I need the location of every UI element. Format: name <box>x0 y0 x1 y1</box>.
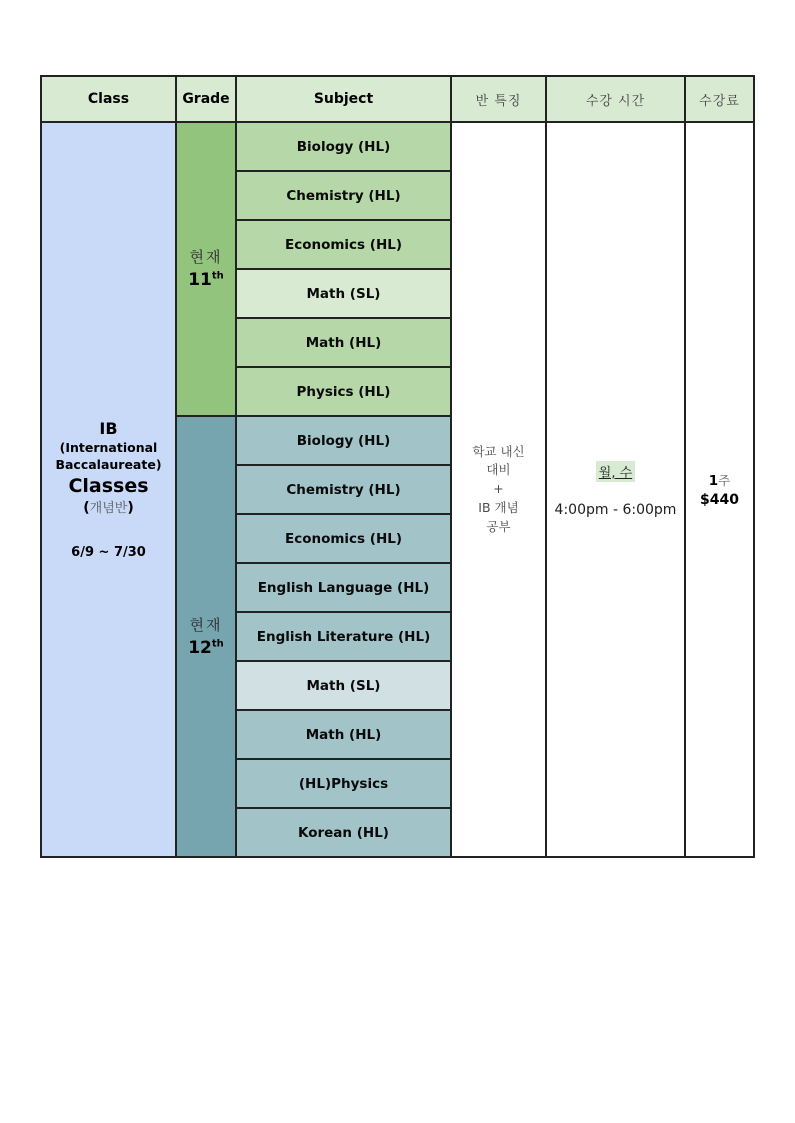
header-grade: Grade <box>176 76 236 122</box>
subject-cell: Korean (HL) <box>236 808 451 857</box>
class-features-cell <box>451 122 546 857</box>
grade-12-number: 12th <box>188 637 224 658</box>
subject-cell: Chemistry (HL) <box>236 465 451 514</box>
grade-12-cell <box>176 416 236 857</box>
class-time-cell <box>546 122 685 857</box>
subject-cell: Economics (HL) <box>236 220 451 269</box>
grade-11-current-label: 현재 <box>189 248 223 267</box>
class-dates: 6/9 ~ 7/30 <box>71 544 146 560</box>
subject-cell: Math (HL) <box>236 318 451 367</box>
subject-cell: English Language (HL) <box>236 563 451 612</box>
features-text: 학교 내신 대비 + IB 개념 공부 <box>472 443 525 534</box>
subject-cell: Biology (HL) <box>236 122 451 171</box>
class-days: 월, 수 <box>596 461 635 482</box>
subject-cell: Chemistry (HL) <box>236 171 451 220</box>
subject-cell: (HL)Physics <box>236 759 451 808</box>
header-subject: Subject <box>236 76 451 122</box>
fee-period: 1주 <box>708 473 731 490</box>
subject-cell: Math (SL) <box>236 661 451 710</box>
subject-cell: Math (HL) <box>236 710 451 759</box>
subject-cell: Math (SL) <box>236 269 451 318</box>
table-row <box>41 122 754 171</box>
class-title: IB <box>99 419 118 439</box>
header-class: Class <box>41 76 176 122</box>
subject-cell: Physics (HL) <box>236 367 451 416</box>
subject-cell: Economics (HL) <box>236 514 451 563</box>
header-time: 수강 시간 <box>546 76 685 122</box>
header-features: 반 특징 <box>451 76 546 122</box>
class-description-cell <box>41 122 176 857</box>
grade-12-current-label: 현재 <box>189 615 223 634</box>
grade-11-number: 11th <box>188 270 224 291</box>
table-header-row <box>41 76 754 122</box>
subject-cell: Biology (HL) <box>236 416 451 465</box>
class-hours: 4:00pm - 6:00pm <box>554 502 677 518</box>
header-fee: 수강료 <box>685 76 754 122</box>
class-schedule-table <box>40 75 755 858</box>
subject-cell: English Literature (HL) <box>236 612 451 661</box>
fee-amount: $440 <box>700 491 739 508</box>
class-korean-name: (개념반) <box>83 500 134 517</box>
grade-11-cell <box>176 122 236 416</box>
class-name: Classes <box>68 474 149 497</box>
class-subtitle: (International Baccalaureate) <box>55 439 162 472</box>
tuition-cell <box>685 122 754 857</box>
